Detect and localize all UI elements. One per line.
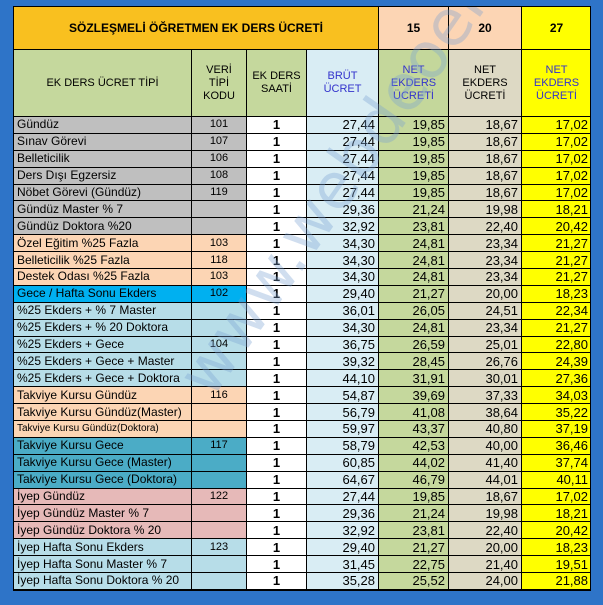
row-brut: 29,36 [307, 201, 379, 218]
row-net-20: 20,00 [449, 285, 522, 302]
row-net-20: 20,00 [449, 539, 522, 556]
table-row [14, 573, 592, 590]
row-net-20: 40,80 [449, 421, 522, 438]
row-saat: 1 [247, 404, 307, 421]
table-row [14, 150, 592, 167]
row-net-15: 22,75 [379, 556, 449, 573]
row-net-20: 22,40 [449, 522, 522, 539]
row-net-20: 19,98 [449, 201, 522, 218]
table-row [14, 421, 592, 438]
column-header-row [14, 50, 592, 117]
row-net-27: 22,80 [522, 336, 591, 353]
row-name: Gece / Hafta Sonu Ekders [14, 285, 192, 302]
row-code [192, 353, 247, 370]
header-net-20: NET EKDERS ÜCRETİ [449, 50, 522, 117]
row-name: Takviye Kursu Gece (Doktora) [14, 471, 192, 488]
row-code: 122 [192, 488, 247, 505]
row-net-27: 35,22 [522, 404, 591, 421]
row-name: Belleticilik [14, 150, 192, 167]
row-net-27: 17,02 [522, 184, 591, 201]
table-row [14, 387, 592, 404]
row-brut: 32,92 [307, 522, 379, 539]
row-name: Destek Odası %25 Fazla [14, 269, 192, 286]
row-net-27: 34,03 [522, 387, 591, 404]
row-saat: 1 [247, 150, 307, 167]
row-net-27: 17,02 [522, 167, 591, 184]
row-name: %25 Ekders + % 20 Doktora [14, 319, 192, 336]
row-saat: 1 [247, 285, 307, 302]
row-saat: 1 [247, 370, 307, 387]
row-code: 101 [192, 117, 247, 134]
table-row [14, 505, 592, 522]
row-name: Gündüz Master % 7 [14, 201, 192, 218]
row-net-15: 19,85 [379, 184, 449, 201]
row-name: Özel Eğitim %25 Fazla [14, 235, 192, 252]
row-saat: 1 [247, 319, 307, 336]
row-net-27: 19,51 [522, 556, 591, 573]
row-net-27: 21,88 [522, 573, 591, 590]
table-row [14, 133, 592, 150]
row-net-15: 31,91 [379, 370, 449, 387]
row-saat: 1 [247, 235, 307, 252]
row-net-20: 23,34 [449, 235, 522, 252]
table-row [14, 471, 592, 488]
level-27-header: 27 [522, 7, 591, 50]
row-net-20: 18,67 [449, 167, 522, 184]
row-name: %25 Ekders + Gece + Doktora [14, 370, 192, 387]
row-net-15: 26,59 [379, 336, 449, 353]
table-row [14, 353, 592, 370]
row-saat: 1 [247, 471, 307, 488]
row-net-15: 21,24 [379, 201, 449, 218]
table-row [14, 437, 592, 454]
row-code: 106 [192, 150, 247, 167]
row-code: 119 [192, 184, 247, 201]
row-name: İyep Gündüz [14, 488, 192, 505]
row-net-15: 26,05 [379, 302, 449, 319]
row-brut: 29,40 [307, 285, 379, 302]
row-saat: 1 [247, 201, 307, 218]
row-saat: 1 [247, 522, 307, 539]
row-net-27: 22,34 [522, 302, 591, 319]
row-net-20: 18,67 [449, 488, 522, 505]
row-net-15: 23,81 [379, 522, 449, 539]
row-net-20: 18,67 [449, 117, 522, 134]
row-net-27: 21,27 [522, 252, 591, 269]
row-code [192, 556, 247, 573]
row-net-27: 21,27 [522, 269, 591, 286]
row-name: Nöbet Görevi (Gündüz) [14, 184, 192, 201]
row-brut: 27,44 [307, 184, 379, 201]
row-name: İyep Gündüz Master % 7 [14, 505, 192, 522]
row-brut: 34,30 [307, 252, 379, 269]
row-code: 103 [192, 235, 247, 252]
row-net-27: 36,46 [522, 437, 591, 454]
row-brut: 39,32 [307, 353, 379, 370]
row-net-27: 18,21 [522, 201, 591, 218]
row-name: Takviye Kursu Gündüz(Doktora) [14, 421, 192, 438]
row-brut: 27,44 [307, 488, 379, 505]
table-row [14, 454, 592, 471]
row-net-20: 25,01 [449, 336, 522, 353]
row-brut: 34,30 [307, 235, 379, 252]
row-net-27: 18,21 [522, 505, 591, 522]
row-net-15: 39,69 [379, 387, 449, 404]
row-brut: 44,10 [307, 370, 379, 387]
row-net-20: 23,34 [449, 269, 522, 286]
row-net-15: 19,85 [379, 150, 449, 167]
row-saat: 1 [247, 454, 307, 471]
row-net-27: 18,23 [522, 285, 591, 302]
row-saat: 1 [247, 556, 307, 573]
table-row [14, 218, 592, 235]
row-net-20: 41,40 [449, 454, 522, 471]
table-row [14, 252, 592, 269]
row-name: %25 Ekders + Gece + Master [14, 353, 192, 370]
row-name: İyep Hafta Sonu Master % 7 [14, 556, 192, 573]
row-net-20: 40,00 [449, 437, 522, 454]
row-saat: 1 [247, 133, 307, 150]
header-ek-ders-saati: EK DERS SAATİ [247, 50, 307, 117]
row-saat: 1 [247, 269, 307, 286]
row-brut: 64,67 [307, 471, 379, 488]
row-net-15: 24,81 [379, 269, 449, 286]
table-row [14, 302, 592, 319]
row-code [192, 201, 247, 218]
row-net-20: 23,34 [449, 252, 522, 269]
row-brut: 27,44 [307, 133, 379, 150]
row-saat: 1 [247, 252, 307, 269]
row-net-15: 42,53 [379, 437, 449, 454]
table-row [14, 404, 592, 421]
row-code: 104 [192, 336, 247, 353]
row-saat: 1 [247, 573, 307, 590]
row-code [192, 505, 247, 522]
row-net-15: 43,37 [379, 421, 449, 438]
row-name: Gündüz [14, 117, 192, 134]
row-net-15: 21,27 [379, 285, 449, 302]
row-net-27: 17,02 [522, 150, 591, 167]
row-brut: 29,36 [307, 505, 379, 522]
header-veri-tipi-kodu: VERİ TİPİ KODU [192, 50, 247, 117]
row-code [192, 319, 247, 336]
row-brut: 36,75 [307, 336, 379, 353]
row-brut: 35,28 [307, 573, 379, 590]
row-brut: 34,30 [307, 319, 379, 336]
row-code [192, 404, 247, 421]
header-brut-ucret: BRÜT ÜCRET [307, 50, 379, 117]
row-brut: 58,79 [307, 437, 379, 454]
row-net-20: 21,40 [449, 556, 522, 573]
row-name: İyep Gündüz Doktora % 20 [14, 522, 192, 539]
row-saat: 1 [247, 218, 307, 235]
row-code: 107 [192, 133, 247, 150]
row-net-27: 24,39 [522, 353, 591, 370]
row-net-15: 19,85 [379, 488, 449, 505]
row-code: 118 [192, 252, 247, 269]
row-net-15: 23,81 [379, 218, 449, 235]
row-brut: 60,85 [307, 454, 379, 471]
row-net-27: 20,42 [522, 218, 591, 235]
row-name: %25 Ekders + Gece [14, 336, 192, 353]
row-brut: 54,87 [307, 387, 379, 404]
table-row [14, 201, 592, 218]
table-row [14, 167, 592, 184]
row-saat: 1 [247, 353, 307, 370]
row-saat: 1 [247, 387, 307, 404]
row-brut: 27,44 [307, 117, 379, 134]
row-net-27: 21,27 [522, 319, 591, 336]
row-net-15: 44,02 [379, 454, 449, 471]
row-code [192, 471, 247, 488]
row-code: 108 [192, 167, 247, 184]
row-brut: 56,79 [307, 404, 379, 421]
row-net-20: 23,34 [449, 319, 522, 336]
row-code: 123 [192, 539, 247, 556]
table-row [14, 370, 592, 387]
row-name: %25 Ekders + % 7 Master [14, 302, 192, 319]
ek-ders-table [13, 6, 591, 590]
row-net-27: 40,11 [522, 471, 591, 488]
row-net-20: 24,00 [449, 573, 522, 590]
row-brut: 32,92 [307, 218, 379, 235]
row-code [192, 218, 247, 235]
row-net-15: 25,52 [379, 573, 449, 590]
row-code [192, 573, 247, 590]
row-net-27: 17,02 [522, 117, 591, 134]
table-row [14, 235, 592, 252]
row-code: 102 [192, 285, 247, 302]
header-ucret-tipi: EK DERS ÜCRET TİPİ [14, 50, 192, 117]
row-net-15: 28,45 [379, 353, 449, 370]
table-row [14, 522, 592, 539]
row-code [192, 454, 247, 471]
row-saat: 1 [247, 302, 307, 319]
row-name: Takviye Kursu Gündüz [14, 387, 192, 404]
row-net-15: 24,81 [379, 252, 449, 269]
table-row [14, 184, 592, 201]
row-net-27: 17,02 [522, 488, 591, 505]
row-net-27: 37,19 [522, 421, 591, 438]
title-row [14, 7, 592, 50]
row-saat: 1 [247, 488, 307, 505]
row-brut: 34,30 [307, 269, 379, 286]
row-net-15: 19,85 [379, 117, 449, 134]
row-brut: 27,44 [307, 167, 379, 184]
row-brut: 31,45 [307, 556, 379, 573]
row-net-15: 24,81 [379, 319, 449, 336]
table-row [14, 319, 592, 336]
table-row [14, 539, 592, 556]
row-code: 103 [192, 269, 247, 286]
row-net-15: 19,85 [379, 167, 449, 184]
level-15-header: 15 [379, 7, 449, 50]
row-net-15: 19,85 [379, 133, 449, 150]
row-saat: 1 [247, 336, 307, 353]
row-code: 116 [192, 387, 247, 404]
row-net-27: 21,27 [522, 235, 591, 252]
row-net-20: 38,64 [449, 404, 522, 421]
header-net-15: NET EKDERS ÜCRETİ [379, 50, 449, 117]
row-saat: 1 [247, 437, 307, 454]
table-row [14, 269, 592, 286]
level-20-header: 20 [449, 7, 522, 50]
row-net-20: 37,33 [449, 387, 522, 404]
row-name: İyep Hafta Sonu Ekders [14, 539, 192, 556]
row-saat: 1 [247, 117, 307, 134]
table-row [14, 285, 592, 302]
table-row [14, 556, 592, 573]
row-name: Ders Dışı Egzersiz [14, 167, 192, 184]
row-net-20: 22,40 [449, 218, 522, 235]
row-net-20: 18,67 [449, 150, 522, 167]
row-name: Belleticilik %25 Fazla [14, 252, 192, 269]
table-row [14, 488, 592, 505]
spreadsheet-frame [13, 6, 591, 591]
row-saat: 1 [247, 184, 307, 201]
row-name: Takviye Kursu Gündüz(Master) [14, 404, 192, 421]
row-name: Gündüz Doktora %20 [14, 218, 192, 235]
row-net-15: 46,79 [379, 471, 449, 488]
row-net-27: 17,02 [522, 133, 591, 150]
row-net-20: 44,01 [449, 471, 522, 488]
row-name: İyep Hafta Sonu Doktora % 20 [14, 573, 192, 590]
row-brut: 59,97 [307, 421, 379, 438]
row-net-15: 21,27 [379, 539, 449, 556]
row-net-27: 27,36 [522, 370, 591, 387]
row-net-15: 41,08 [379, 404, 449, 421]
row-name: Sınav Görevi [14, 133, 192, 150]
row-code [192, 302, 247, 319]
row-net-20: 26,76 [449, 353, 522, 370]
row-name: Takviye Kursu Gece (Master) [14, 454, 192, 471]
row-net-27: 20,42 [522, 522, 591, 539]
row-code [192, 421, 247, 438]
row-brut: 29,40 [307, 539, 379, 556]
row-code: 117 [192, 437, 247, 454]
header-net-27: NET EKDERS ÜCRETİ [522, 50, 591, 117]
row-code [192, 370, 247, 387]
table-title: SÖZLEŞMELİ ÖĞRETMEN EK DERS ÜCRETİ [14, 7, 379, 50]
row-saat: 1 [247, 421, 307, 438]
row-net-20: 18,67 [449, 133, 522, 150]
row-net-15: 24,81 [379, 235, 449, 252]
row-brut: 27,44 [307, 150, 379, 167]
table-row [14, 117, 592, 134]
row-brut: 36,01 [307, 302, 379, 319]
row-code [192, 522, 247, 539]
row-net-20: 19,98 [449, 505, 522, 522]
row-net-27: 18,23 [522, 539, 591, 556]
row-name: Takviye Kursu Gece [14, 437, 192, 454]
row-net-15: 21,24 [379, 505, 449, 522]
row-net-20: 18,67 [449, 184, 522, 201]
row-net-20: 24,51 [449, 302, 522, 319]
row-net-27: 37,74 [522, 454, 591, 471]
row-saat: 1 [247, 167, 307, 184]
table-row [14, 336, 592, 353]
row-saat: 1 [247, 539, 307, 556]
row-net-20: 30,01 [449, 370, 522, 387]
row-saat: 1 [247, 505, 307, 522]
